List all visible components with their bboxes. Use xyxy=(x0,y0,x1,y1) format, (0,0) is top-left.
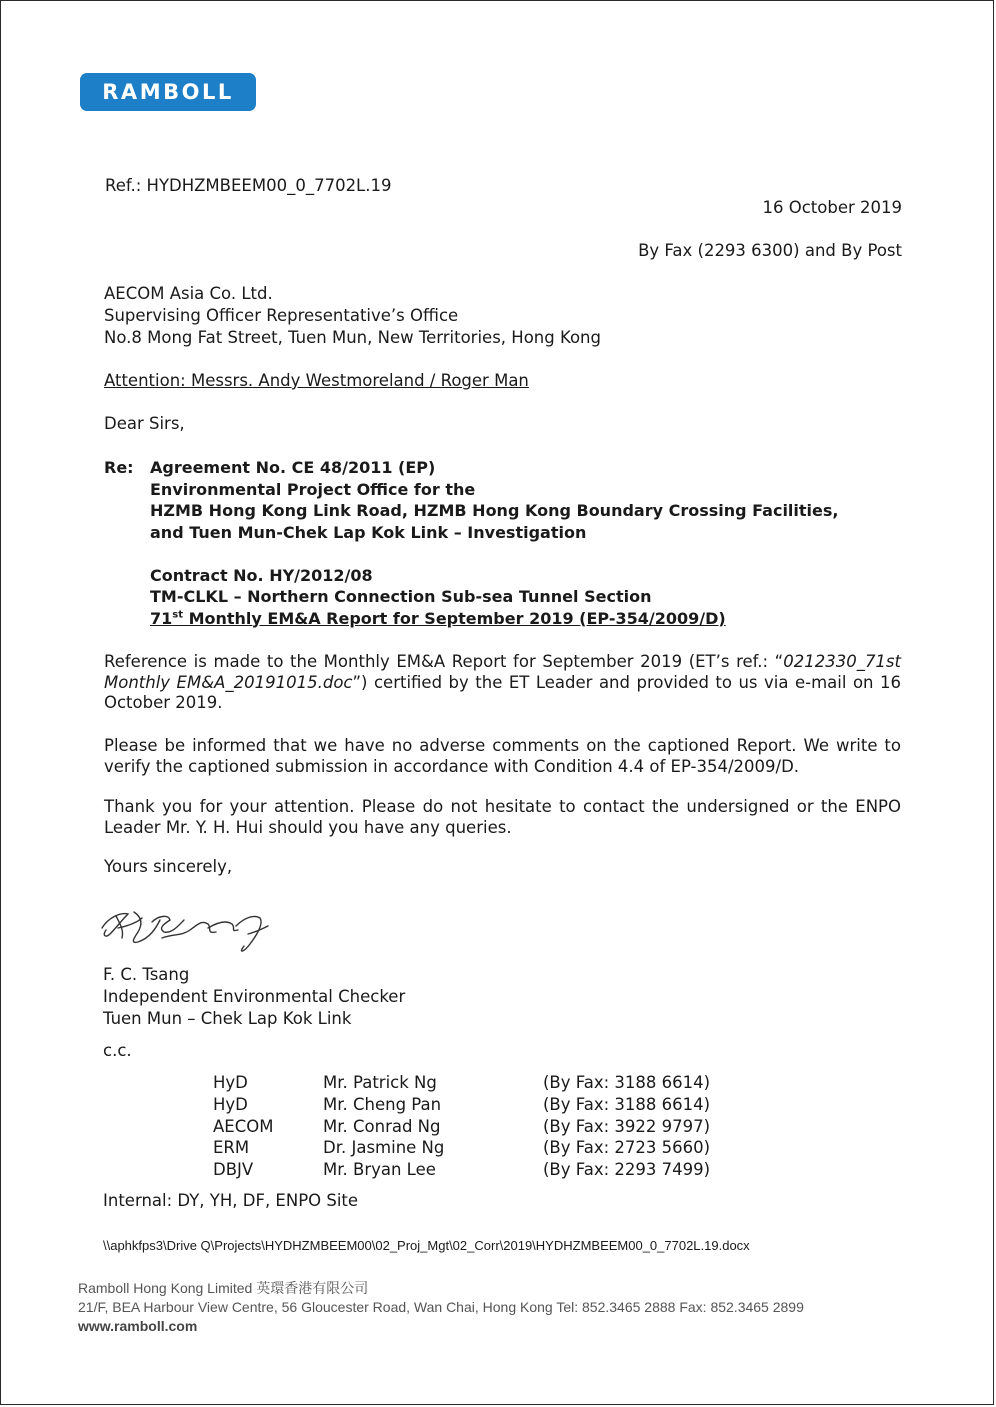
paragraph-thanks: Thank you for your attention. Please do not hesitate to contact the undersigned or the ENPO Leader Mr. Y. H. Hui should you have any queries. xyxy=(104,797,901,837)
re-label: Re: xyxy=(104,458,134,477)
salutation: Dear Sirs, xyxy=(104,414,185,433)
cc-label: c.c. xyxy=(103,1041,132,1060)
subject-block xyxy=(150,457,838,629)
delivery-method: By Fax (2293 6300) and By Post xyxy=(638,241,902,260)
ramboll-logo xyxy=(80,73,256,111)
signature-image xyxy=(98,898,273,960)
cc-list xyxy=(213,1072,710,1181)
cc-org: AECOM xyxy=(213,1116,274,1136)
closing: Yours sincerely, xyxy=(104,857,233,876)
recipient-address: No.8 Mong Fat Street, Tuen Mun, New Territories, Hong Kong xyxy=(104,328,601,347)
cc-person: Mr. Patrick Ng xyxy=(323,1073,437,1092)
paragraph-comments: Please be informed that we have no adverse comments on the captioned Report. We write to verify the captioned submission in accordance with Condition 4.4 of EP-354/2009/D. xyxy=(104,736,901,776)
file-path: \\aphkfps3\Drive Q\Projects\HYDHZMBEEM00\02_Proj_Mgt\02_Corr\2019\HYDHZMBEEM00_0_7702L.19.docx xyxy=(103,1238,750,1253)
recipient-office: Supervising Officer Representative’s Office xyxy=(104,306,459,325)
logo-text: RAMBOLL xyxy=(102,80,234,104)
cc-fax: (By Fax: 3188 6614) xyxy=(543,1073,711,1092)
subject-agreement: Agreement No. CE 48/2011 (EP) xyxy=(150,458,436,477)
cc-person: Mr. Conrad Ng xyxy=(323,1116,441,1136)
cc-fax: (By Fax: 2293 7499) xyxy=(543,1160,711,1180)
footer-address: 21/F, BEA Harbour View Centre, 56 Gloucester Road, Wan Chai, Hong Kong Tel: 852.3465 2888 Fax: 852.3465 2899 xyxy=(78,1299,804,1315)
subject-investigation: and Tuen Mun-Chek Lap Kok Link – Investigation xyxy=(150,522,587,542)
footer-website: www.ramboll.com xyxy=(78,1318,198,1334)
cc-org: DBJV xyxy=(213,1160,254,1180)
signatory-title: Independent Environmental Checker xyxy=(103,987,406,1006)
signatory-project: Tuen Mun – Chek Lap Kok Link xyxy=(103,1009,352,1028)
footer-company: Ramboll Hong Kong Limited 英環香港有限公司 xyxy=(78,1280,369,1296)
cc-fax: (By Fax: 3188 6614) xyxy=(543,1094,711,1114)
subject-report: 71st Monthly EM&A Report for September 2019 (EP-354/2009/D) xyxy=(150,608,726,628)
cc-row xyxy=(213,1137,710,1159)
cc-person: Mr. Cheng Pan xyxy=(323,1094,442,1114)
subject-contract: Contract No. HY/2012/08 xyxy=(150,565,373,585)
cc-person: Mr. Bryan Lee xyxy=(323,1160,436,1180)
attention-line: Attention: Messrs. Andy Westmoreland / Roger Man xyxy=(104,371,529,390)
cc-org: ERM xyxy=(213,1138,250,1158)
signatory-name: F. C. Tsang xyxy=(103,965,190,984)
cc-row xyxy=(213,1116,710,1138)
cc-row xyxy=(213,1072,710,1094)
cc-org: HyD xyxy=(213,1094,248,1114)
reference-number: Ref.: HYDHZMBEEM00_0_7702L.19 xyxy=(105,176,392,195)
recipient-company: AECOM Asia Co. Ltd. xyxy=(104,284,273,303)
cc-fax: (By Fax: 2723 5660) xyxy=(543,1138,711,1158)
letter-date: 16 October 2019 xyxy=(762,198,902,217)
paragraph-reference: Reference is made to the Monthly EM&A Report for September 2019 (ET’s ref.: “0212330_71st Monthly EM&A_20191015.doc”) certified by the ET Leader and provided to us via e-mail on 16 October 2019. xyxy=(104,652,901,712)
cc-org: HyD xyxy=(213,1073,248,1092)
cc-row xyxy=(213,1094,710,1116)
cc-fax: (By Fax: 3922 9797) xyxy=(543,1116,711,1136)
subject-facilities: HZMB Hong Kong Link Road, HZMB Hong Kong Boundary Crossing Facilities, xyxy=(150,501,839,520)
cc-person: Dr. Jasmine Ng xyxy=(323,1138,445,1158)
subject-office: Environmental Project Office for the xyxy=(150,479,476,499)
internal-distribution: Internal: DY, YH, DF, ENPO Site xyxy=(103,1191,359,1210)
subject-section: TM-CLKL – Northern Connection Sub-sea Tunnel Section xyxy=(150,587,652,606)
cc-row xyxy=(213,1159,710,1181)
